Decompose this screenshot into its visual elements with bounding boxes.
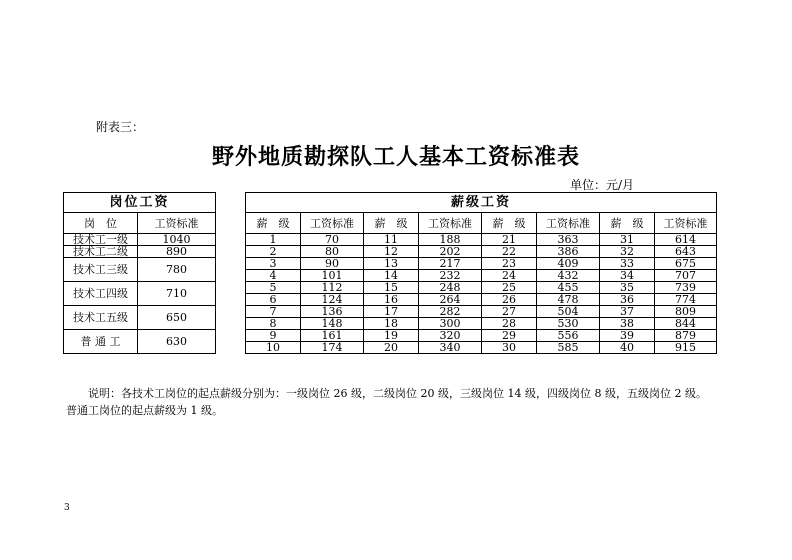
salary-grade: 28 (482, 318, 537, 330)
salary-grade: 6 (246, 294, 301, 306)
salary-wage: 707 (655, 270, 717, 282)
position-name: 技术工五级 (64, 306, 138, 330)
salary-grade: 22 (482, 246, 537, 258)
salary-wage: 556 (537, 330, 600, 342)
salary-wage: 161 (301, 330, 364, 342)
salary-wage: 70 (301, 234, 364, 246)
salary-wage: 409 (537, 258, 600, 270)
salary-grade: 20 (364, 342, 419, 354)
salary-grade: 8 (246, 318, 301, 330)
salary-wage: 809 (655, 306, 717, 318)
salary-wage: 101 (301, 270, 364, 282)
salary-wage: 455 (537, 282, 600, 294)
salary-grade: 13 (364, 258, 419, 270)
position-wage-table (63, 192, 216, 354)
salary-grade: 25 (482, 282, 537, 294)
salary-wage: 80 (301, 246, 364, 258)
table-row (246, 270, 717, 282)
table-row (246, 306, 717, 318)
salary-grade: 32 (600, 246, 655, 258)
table-row (64, 282, 216, 294)
note-text-continued: 普通工岗位的起点薪级为 1 级。 (66, 404, 223, 417)
salary-grade: 14 (364, 270, 419, 282)
table-row (246, 318, 717, 330)
salary-grade: 17 (364, 306, 419, 318)
position-wage-title: 岗位工资 (64, 193, 216, 213)
salary-grade: 5 (246, 282, 301, 294)
salary-wage: 300 (419, 318, 482, 330)
salary-grade: 27 (482, 306, 537, 318)
salary-grade: 23 (482, 258, 537, 270)
note-text: 说明：各技术工岗位的起点薪级分别为：一级岗位 26 级，二级岗位 20 级，三级岗位 14 级，四级岗位 8 级，五级岗位 2 级。 (88, 387, 707, 400)
table-row (246, 294, 717, 306)
position-wage: 630 (138, 330, 216, 354)
salary-wage: 124 (301, 294, 364, 306)
salary-wage: 148 (301, 318, 364, 330)
grade-header: 薪 级 (600, 213, 655, 234)
salary-wage: 915 (655, 342, 717, 354)
unit-label: 单位：元/月 (570, 178, 635, 192)
grade-header: 薪 级 (364, 213, 419, 234)
salary-grade: 38 (600, 318, 655, 330)
salary-wage: 174 (301, 342, 364, 354)
table-row (246, 246, 717, 258)
salary-grade: 21 (482, 234, 537, 246)
salary-wage: 614 (655, 234, 717, 246)
salary-wage: 136 (301, 306, 364, 318)
position-wage: 710 (138, 282, 216, 306)
position-name: 技术工四级 (64, 282, 138, 306)
salary-grade-title: 薪级工资 (246, 193, 717, 213)
salary-grade: 4 (246, 270, 301, 282)
table-row (246, 282, 717, 294)
salary-wage: 432 (537, 270, 600, 282)
salary-wage: 585 (537, 342, 600, 354)
salary-grade: 11 (364, 234, 419, 246)
salary-wage: 202 (419, 246, 482, 258)
salary-wage: 530 (537, 318, 600, 330)
table-row (246, 258, 717, 270)
position-wage: 650 (138, 306, 216, 330)
salary-grade: 9 (246, 330, 301, 342)
salary-grade: 39 (600, 330, 655, 342)
salary-grade: 19 (364, 330, 419, 342)
salary-grade: 1 (246, 234, 301, 246)
position-header: 岗 位 (64, 213, 138, 234)
salary-wage: 363 (537, 234, 600, 246)
table-row (64, 246, 216, 258)
salary-grade: 34 (600, 270, 655, 282)
salary-wage: 844 (655, 318, 717, 330)
salary-wage: 217 (419, 258, 482, 270)
salary-wage: 112 (301, 282, 364, 294)
grade-header: 薪 级 (482, 213, 537, 234)
salary-grade: 24 (482, 270, 537, 282)
table-row (64, 330, 216, 342)
salary-grade: 7 (246, 306, 301, 318)
table-row (64, 306, 216, 318)
salary-grade: 15 (364, 282, 419, 294)
salary-grade: 40 (600, 342, 655, 354)
salary-wage: 188 (419, 234, 482, 246)
salary-wage: 675 (655, 258, 717, 270)
table-row (246, 342, 717, 354)
salary-wage: 340 (419, 342, 482, 354)
page-number: 3 (64, 503, 70, 513)
salary-grade: 30 (482, 342, 537, 354)
grade-header: 薪 级 (246, 213, 301, 234)
salary-grade: 3 (246, 258, 301, 270)
salary-grade: 36 (600, 294, 655, 306)
table-row (246, 330, 717, 342)
wage-standard-header: 工资标准 (537, 213, 600, 234)
salary-wage: 478 (537, 294, 600, 306)
salary-grade: 31 (600, 234, 655, 246)
salary-grade-rows (246, 234, 717, 354)
salary-wage: 282 (419, 306, 482, 318)
salary-wage: 643 (655, 246, 717, 258)
salary-grade: 37 (600, 306, 655, 318)
salary-wage: 504 (537, 306, 600, 318)
salary-wage: 232 (419, 270, 482, 282)
salary-grade: 33 (600, 258, 655, 270)
salary-grade: 12 (364, 246, 419, 258)
salary-wage: 879 (655, 330, 717, 342)
salary-wage: 90 (301, 258, 364, 270)
salary-grade: 10 (246, 342, 301, 354)
salary-grade-table (245, 192, 717, 354)
salary-wage: 320 (419, 330, 482, 342)
wage-standard-header: 工资标准 (138, 213, 216, 234)
wage-standard-header: 工资标准 (419, 213, 482, 234)
page-title: 野外地质勘探队工人基本工资标准表 (211, 144, 580, 170)
table-row (246, 234, 717, 246)
salary-grade: 26 (482, 294, 537, 306)
salary-grade: 16 (364, 294, 419, 306)
salary-grade: 29 (482, 330, 537, 342)
salary-grade: 18 (364, 318, 419, 330)
position-name: 技术工二级 (64, 246, 138, 258)
table-row (64, 234, 216, 246)
salary-wage: 739 (655, 282, 717, 294)
salary-grade: 35 (600, 282, 655, 294)
salary-wage: 264 (419, 294, 482, 306)
salary-wage: 774 (655, 294, 717, 306)
salary-grade: 2 (246, 246, 301, 258)
table-row (64, 258, 216, 270)
position-wage: 1040 (138, 234, 216, 246)
position-wage: 890 (138, 246, 216, 258)
wage-standard-header: 工资标准 (655, 213, 717, 234)
appendix-label: 附表三： (96, 120, 145, 134)
wage-standard-header: 工资标准 (301, 213, 364, 234)
position-name: 普 通 工 (64, 330, 138, 354)
position-wage: 780 (138, 258, 216, 282)
salary-wage: 248 (419, 282, 482, 294)
position-name: 技术工三级 (64, 258, 138, 282)
position-name: 技术工一级 (64, 234, 138, 246)
salary-wage: 386 (537, 246, 600, 258)
